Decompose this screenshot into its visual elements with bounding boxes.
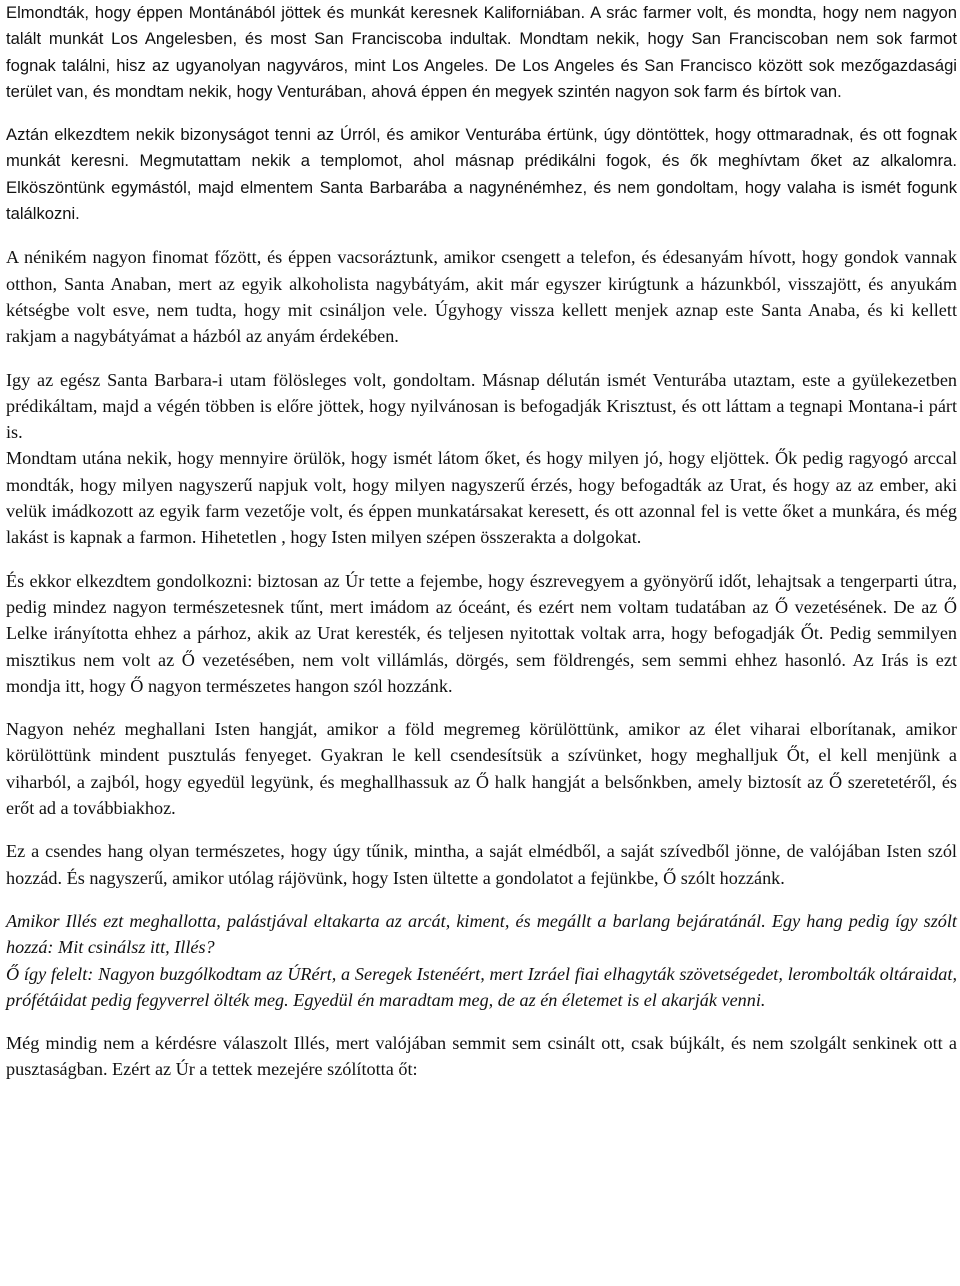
quote-paragraph-2: Ő így felelt: Nagyon buzgólkodtam az ÚRért, a Seregek Istenéért, mert Izráel fiai elhagyták szövetségedet, lerombolták oltáraidat, prófétáidat pedig fegyverrel ölték meg. Egyedül én maradtam meg, de az én életemet is el akarják venni. <box>6 963 957 1010</box>
paragraph-1: Elmondták, hogy éppen Montánából jöttek és munkát keresnek Kaliforniában. A srác farmer volt, és mondta, hogy nem nagyon talált munkát Los Angelesben, és most San Franciscoba indultak. Mondtam nekik, hogy San Franciscoban nem sok farmot fognak találni, hisz az ugyanolyan nagyváros, mint Los Angeles. De Los Angeles és San Francisco között sok mezőgazdasági terület van, és mondtam nekik, hogy Venturában, ahová éppen én megyek szintén nagyon sok farm és bírtok van. <box>6 3 957 101</box>
paragraph-5: Mondtam utána nekik, hogy mennyire örülök, hogy ismét látom őket, és hogy milyen jó, hogy eljöttek. Ők pedig ragyogó arccal mondták, hogy milyen nagyszerű napjuk volt, hogy milyen nagyszerű érzés, hogy befogadták az Urat, és hogy az az ember, aki velük imádkozott az egyik farm vezetője volt, és éppen munkatársakat keresett, és ott azonnal fel is vette őket a munkára, és még lakást is kapnak a farmon. Hihetetlen , hogy Isten milyen szépen összerakta a dolgokat. <box>6 448 957 548</box>
paragraph-4: Igy az egész Santa Barbara-i utam fölösleges volt, gondoltam. Másnap délután ismét Venturába utaztam, este a gyülekezetben prédikáltam, majd a végén többen is előre jöttek, hogy nyilvánosan is befogadják Krisztust, és ott láttam a tegnapi Montana-i párt is. <box>6 369 957 443</box>
paragraph-6: És ekkor elkezdtem gondolkozni: biztosan az Úr tette a fejembe, hogy észrevegyem a gyönyörű időt, lehajtsak a tengerparti útra, pedig mindez nagyon természetesnek tűnt, mert imádom az óceánt, és ezért nem voltam tudatában az Ő vezetésének. De az Ő Lelke irányította ehhez a párhoz, akik az Urat keresték, és teljesen nyitottak voltak arra, hogy befogadják Őt. Pedig semmilyen misztikus nem volt az Ő vezetésében, nem volt villámlás, dörgés, sem földrengés, sem semmi ehhez hasonló. Az Irás is ezt mondja itt, hogy Ő nagyon természetes hangon szól hozzánk. <box>6 570 957 696</box>
paragraph-3: A nénikém nagyon finomat főzött, és éppen vacsoráztunk, amikor csengett a telefon, és édesanyám hívott, hogy gondok vannak otthon, Santa Anaban, mert az egyik alkoholista nagybátyám, akit már egyszer kirúgtunk a házunkból, visszajött, és anyukám kétségbe volt esve, nem tudta, hogy mit csináljon vele. Úgyhogy vissza kellett menjek aznap este Santa Anaba, és ki kellett rakjam a nagybátyámat a házból az anyám érdekében. <box>6 247 957 347</box>
quote-paragraph-1: Amikor Illés ezt meghallotta, palástjával eltakarta az arcát, kiment, és megállt a barlang bejáratánál. Egy hang pedig így szólt hozzá: Mit csinálsz itt, Illés? <box>6 910 957 958</box>
paragraph-7: Nagyon nehéz meghallani Isten hangját, amikor a föld megremeg körülöttünk, amikor az élet viharai elborítanak, amikor körülöttünk mindent pusztulás fenyeget. Gyakran le kell csendesítsük a szívünket, hogy meghalljuk Őt, el kell menjünk a viharból, a zajból, hogy egyedül legyünk, és meghallhassuk az Ő halk hangját a belsőnkben, amely biztosít az Ő szeretetéről, és erőt ad a továbbiakhoz. <box>6 719 957 819</box>
paragraph-8: Ez a csendes hang olyan természetes, hogy úgy tűnik, mintha, a saját elmédből, a saját szívedből jönne, de valójában Isten szól hozzád. És nagyszerű, amikor utólag rájövünk, hogy Isten ültette a gondolatot a fejünkbe, Ő szólt hozzánk. <box>6 841 957 888</box>
document-page <box>6 0 957 1083</box>
paragraph-2: Aztán elkezdtem nekik bizonyságot tenni az Úrról, és amikor Venturába értünk, úgy döntöttek, hogy ottmaradnak, és ott fognak munkát keresni. Megmutattam nekik a templomot, ahol másnap prédikálni fogok, és ők meghívtam őket az alkalomra. Elköszöntünk egymástól, majd elmentem Santa Barbarába a nagynénémhez, és nem gondoltam, hogy valaha is ismét fogunk találkozni. <box>6 125 957 224</box>
paragraph-9: Még mindig nem a kérdésre válaszolt Illés, mert valójában semmit sem csinált ott, csak bújkált, és nem szolgált senkinek ott a pusztaságban. Ezért az Úr a tettek mezejére szólította őt: <box>6 1033 957 1080</box>
